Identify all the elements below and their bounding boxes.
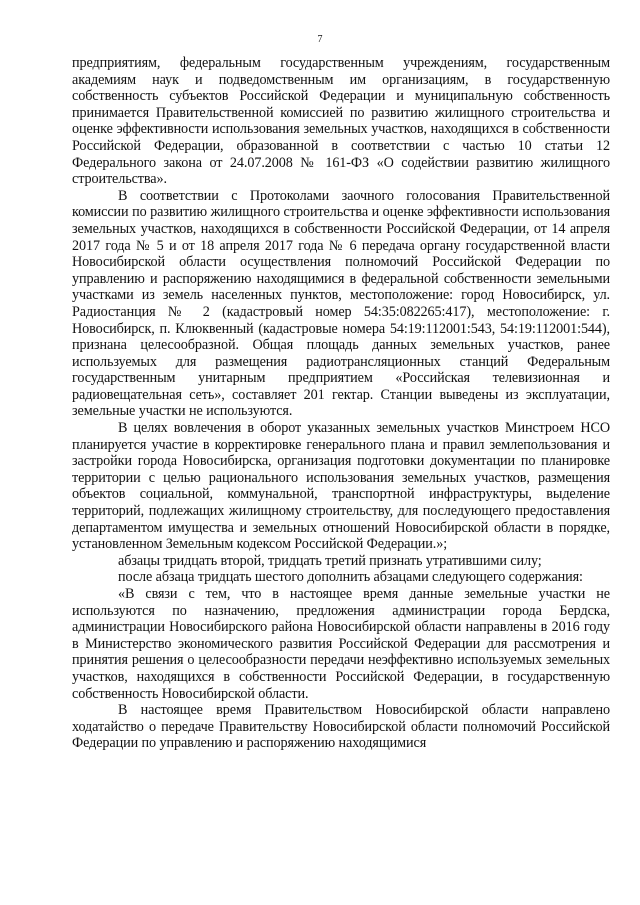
paragraph-petition: В настоящее время Правительством Новосибирской области направлено ходатайство о передаче Правительству Новосибирской области полномочий Российской Федерации по управлению и распоряжению находящимися	[72, 702, 610, 752]
document-body	[72, 55, 610, 752]
page-number: 7	[317, 34, 323, 45]
paragraph-amendment-repeal: абзацы тридцать второй, тридцать третий признать утратившими силу;	[118, 552, 542, 569]
paragraph-minstroy-plans: В целях вовлечения в оборот указанных земельных участков Минстроем НСО планируется участие в корректировке генерального плана и правил землепользования и застройки города Новосибирска, организация подготовки документации по планировке территории с целью рационального использования земельных участков, размещения объектов социальной, коммунальной, транспортной инфраструктуры, выделение территорий, подлежащих жилищному строительству, для последующего предоставления департаментом имущества и земельных отношений Новосибирской области в порядке, установленном Земельным кодексом Российской Федерации.»;	[72, 420, 610, 553]
paragraph-berdsk-proposals: «В связи с тем, что в настоящее время данные земельные участки не используются по назначению, предложения администрации города Бердска, администрации Новосибирского района Новосибирской области направлены в 2016 году в Министерство экономического развития Российской Федерации для рассмотрения и принятия решения о целесообразности передачи неэффективно используемых земельных участков, находящихся в собственности Российской Федерации, в государственную собственность Новосибирской области.	[72, 586, 610, 702]
paragraph-continuation: предприятиям, федеральным государственным учреждениям, государственным академиям наук и подведомственным им организациям, в государственную собственность субъектов Российской Федерации и муниципальную собственность принимается Правительственной комиссией по развитию жилищного строительства и оценке эффективности использования земельных участков, находящихся в собственности Российской Федерации, образованной в соответствии с частью 10 статьи 12 Федерального закона от 24.07.2008 № 161-ФЗ «О содействии развитию жилищного строительства».	[72, 55, 610, 188]
paragraph-protocols: В соответствии с Протоколами заочного голосования Правительственной комиссии по развитию жилищного строительства и оценке эффективности использования земельных участков, находящихся в собственности Российской Федерации, от 14 апреля 2017 года № 5 и от 18 апреля 2017 года № 6 передача органу государственной власти Новосибирской области осуществления полномочий Российской Федерации по управлению и распоряжению находящимися в федеральной собственности земельными участками из земель населенных пунктов, местоположение: город Новосибирск, ул. Радиостанция № 2 (кадастровый номер 54:35:082265:417), местоположение: г. Новосибирск, п. Клюквенный (кадастровые номера 54:19:112001:543, 54:19:112001:544), признана целесообразной. Общая площадь данных земельных участков, ранее используемых для размещения радиотрансляционных станций Федеральным государственным унитарным предприятием «Российская телевизионная и радиовещательная сеть», составляет 201 гектар. Станции выведены из эксплуатации, земельные участки не используются.	[72, 187, 610, 420]
paragraph-amendment-add: после абзаца тридцать шестого дополнить абзацами следующего содержания:	[118, 569, 583, 586]
